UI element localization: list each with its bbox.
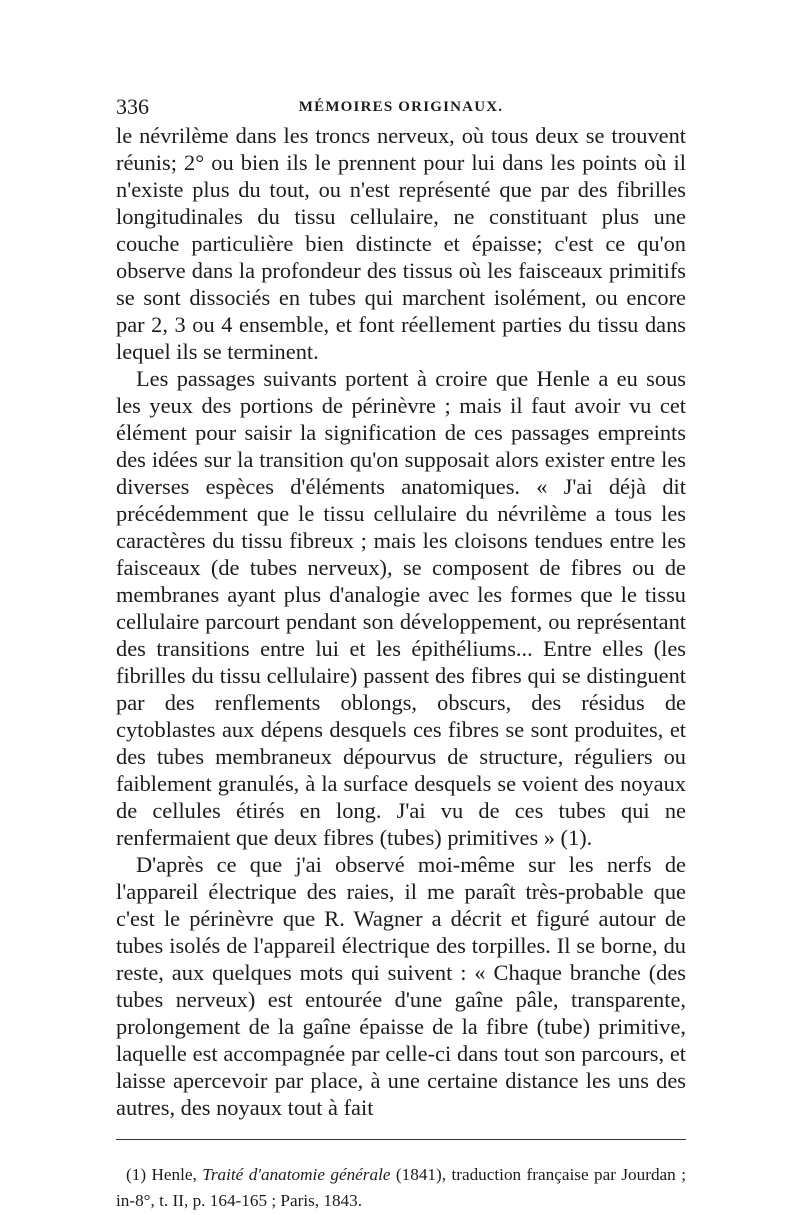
page-header xyxy=(116,92,686,122)
footnote-lead: (1) Henle, xyxy=(126,1165,203,1184)
book-page xyxy=(116,92,686,1214)
footnote-book-title: Traité d'anatomie générale xyxy=(202,1165,391,1184)
paragraph-wagner: D'après ce que j'ai observé moi-même sur les nerfs de l'appareil électrique des raies, il me paraît très-probable que c'est le périnèvre que R. Wagner a décrit et figuré autour de tubes isolés de l'appareil électrique des torpilles. Il se borne, du reste, aux quelques mots qui suivent : « Chaque branche (des tubes nerveux) est entourée d'une gaîne pâle, transparente, prolongement de la gaîne épaisse de la fibre (tube) primitive, laquelle est accompagnée par celle-ci dans tout son parcours, et laisse apercevoir par place, à une certaine distance les uns des autres, des noyaux tout à fait xyxy=(116,852,686,1120)
paragraph-henle-quote: Les passages suivants portent à croire que Henle a eu sous les yeux des portions de périnèvre ; mais il faut avoir vu cet élément pour saisir la signification de ces passages empreints des idées sur la transition qu'on supposait alors exister entre les diverses espèces d'éléments anatomiques. « J'ai déjà dit précédemment que le tissu cellulaire du névrilème a tous les caractères du tissu fibreux ; mais les cloisons tendues entre les faisceaux (de tubes nerveux), se composent de fibres ou de membranes ayant plus d'analogie avec les formes que le tissu cellulaire parcourt pendant son développement, ou représentant des transitions entre lui et les épithéliums... Entre elles (les fibrilles du tissu cellulaire) passent des fibres qui se distinguent par des renflements oblongs, obscurs, des résidus de cytoblastes aux dépens desquels ces fibres se sont produites, et des tubes membraneux dépourvus de structure, réguliers ou faiblement granulés, à la surface desquels se voient des noyaux de cellules étirés en long. J'ai vu de ces tubes qui ne renfermaient que deux fibres (tubes) primitives » (1). xyxy=(116,366,686,850)
page-number: 336 xyxy=(116,94,149,119)
running-head: MÉMOIRES ORIGINAUX. xyxy=(298,99,504,115)
footnote-divider xyxy=(116,1139,686,1140)
body-text xyxy=(116,122,686,1121)
paragraph-continuation: le névrilème dans les troncs nerveux, où tous deux se trouvent réunis; 2° ou bien ils le prennent pour lui dans les points où il n'existe plus du tout, ou n'est représenté que par des fibrilles longitudinales du tissu cellulaire, ne constituant plus une couche particulière bien distincte et épaisse; c'est ce qu'on observe dans la profondeur des tissus où les faisceaux primitifs se sont dissociés en tubes qui marchent isolément, ou encore par 2, 3 ou 4 ensemble, et font réellement parties du tissu dans lequel ils se terminent. xyxy=(116,123,686,364)
footnote xyxy=(116,1162,686,1214)
footnote-citation: (1841), traduction française par Jourdan ; in-8°, t. II, p. 164-165 ; Paris, 1843. xyxy=(116,1165,686,1210)
